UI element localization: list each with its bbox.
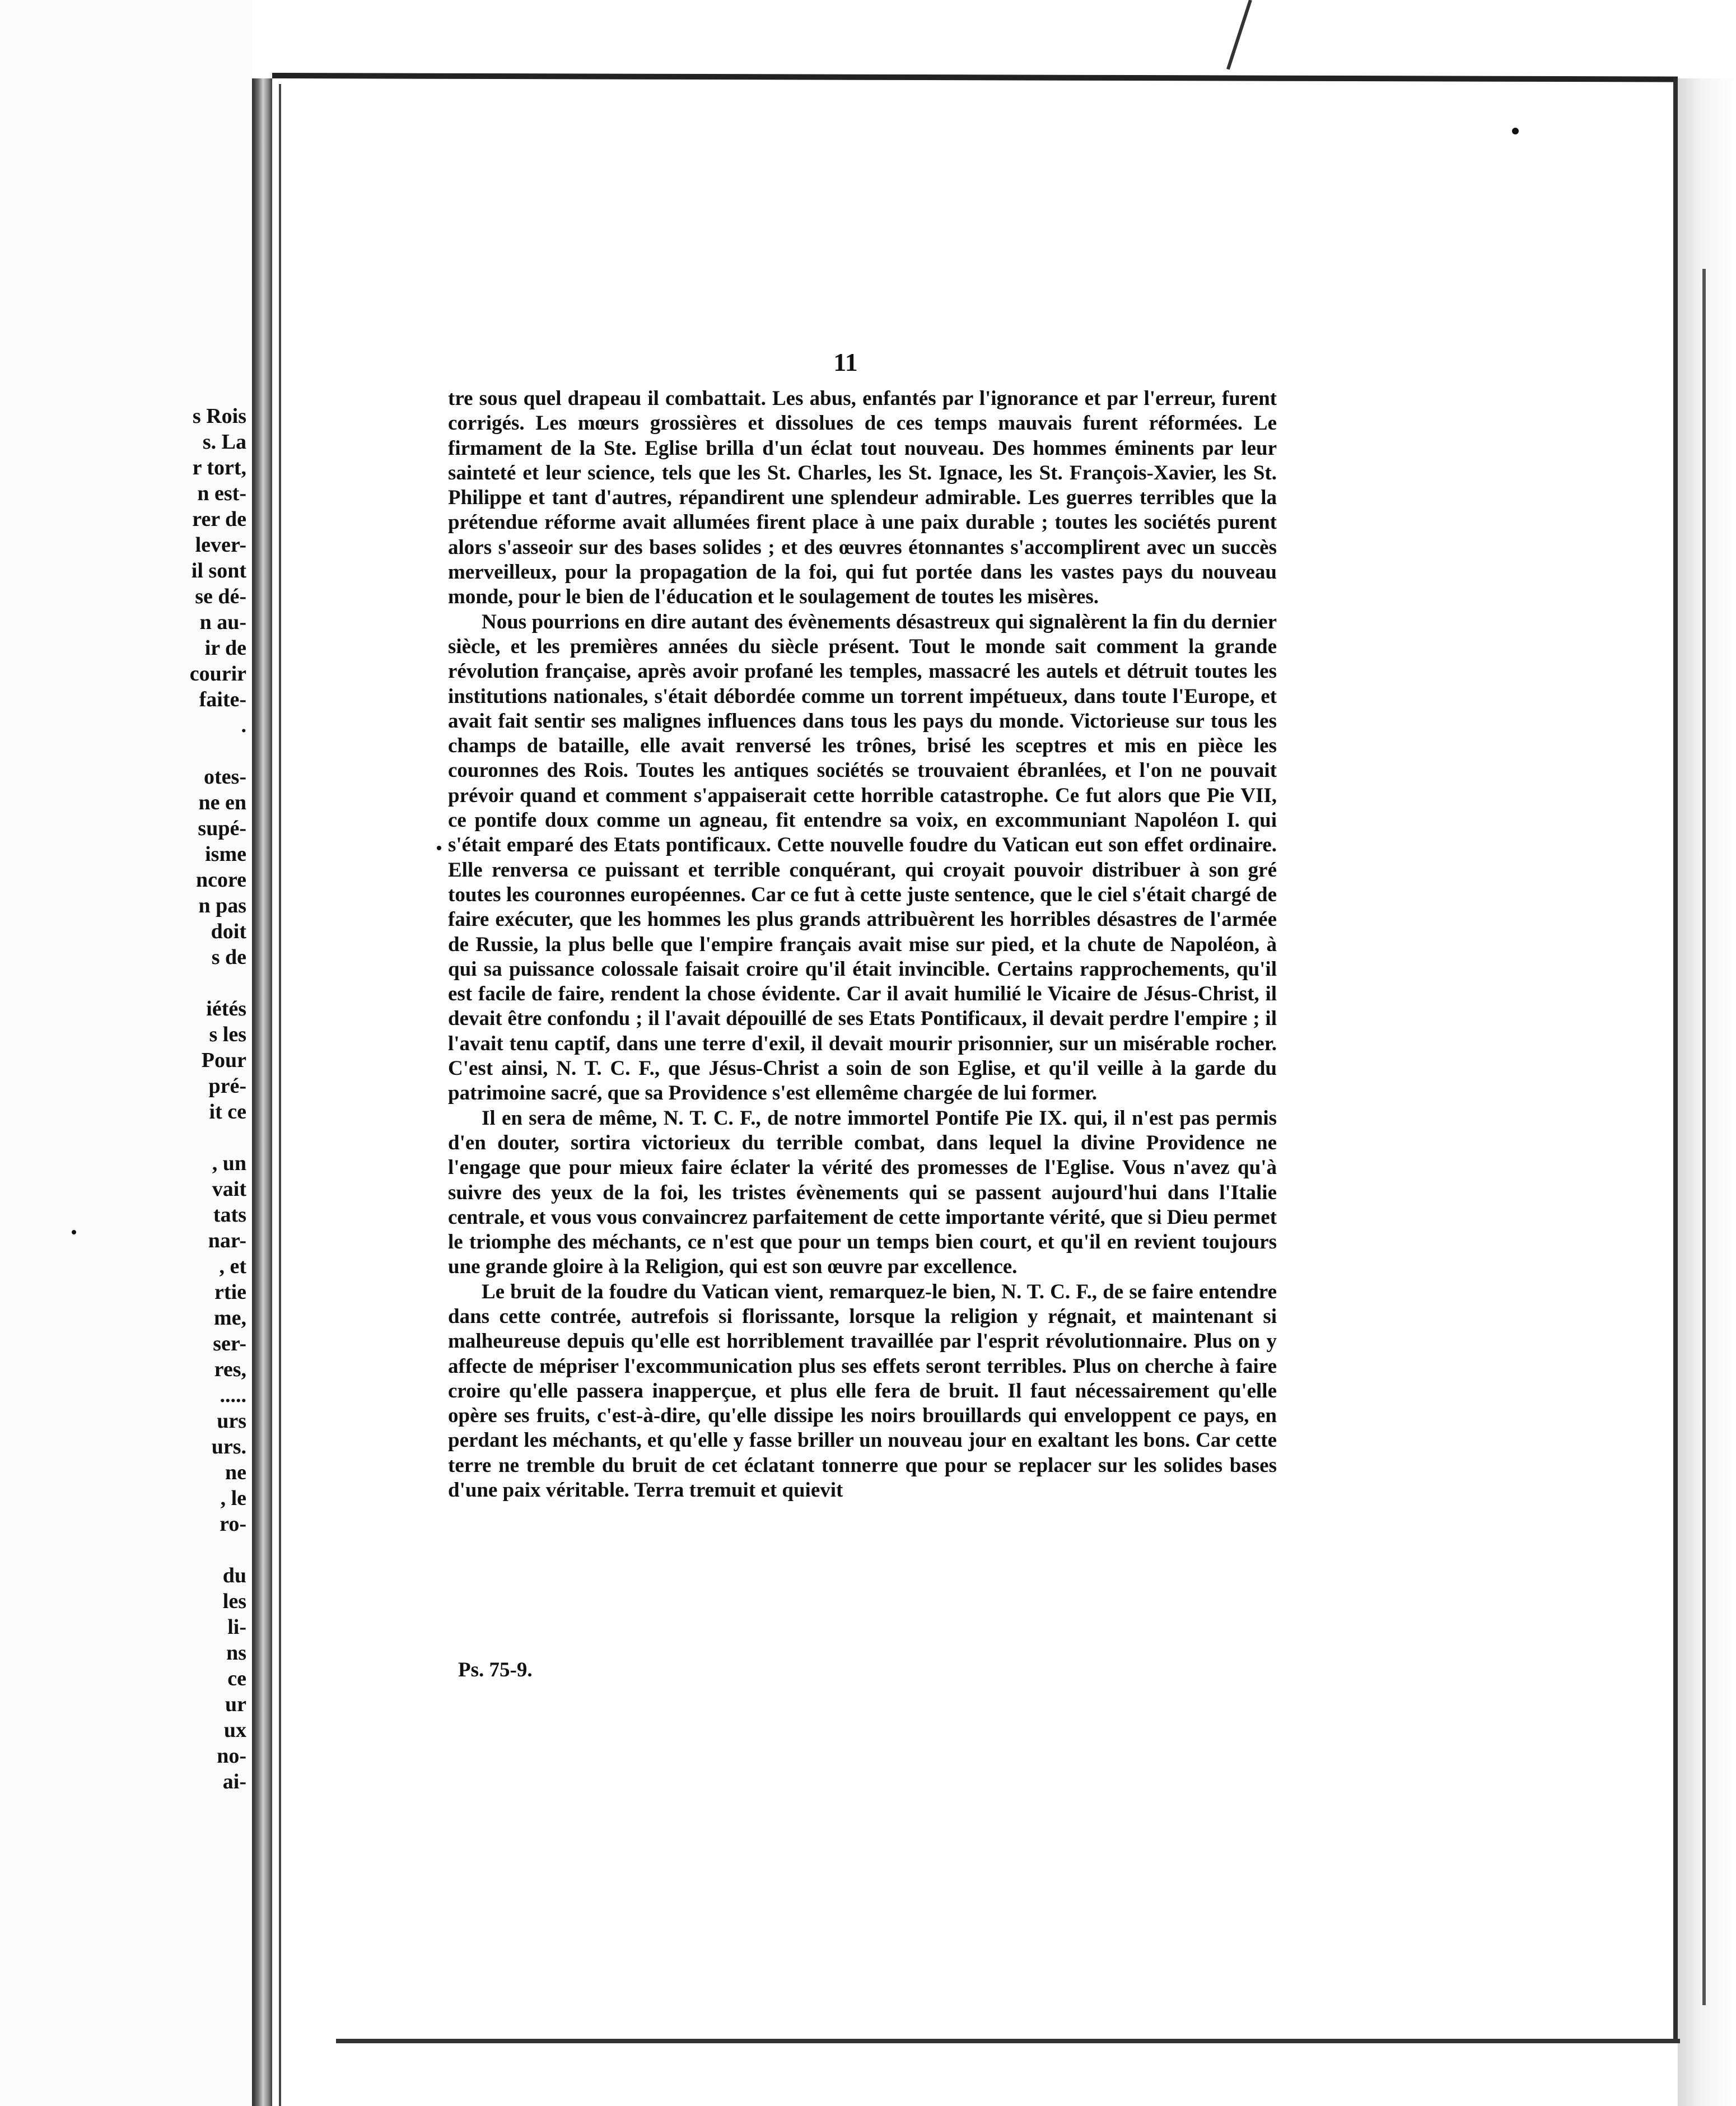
left-page-fragment-line: pré- xyxy=(208,1074,246,1098)
left-page-fragment-line: Pour xyxy=(201,1049,246,1072)
left-page-fragment-line: ai- xyxy=(222,1770,246,1793)
left-page-fragment-line xyxy=(11,1125,246,1150)
left-page-fragment-line: it ce xyxy=(209,1100,246,1124)
left-page-fragment-line xyxy=(11,970,246,996)
paragraph: Le bruit de la foudre du Vatican vient, remarquez-le bien, N. T. C. F., de se faire entendre dans cette contrée, autrefois si florissante, lorsque la religion y régnait, et maintenant si malheureuse depuis qu'elle est horriblement travaillée par l'esprit révolutionnaire. Plus on y affecte de mépriser l'excommunication plus ses effets seront terribles. Plus on cherche à faire croire qu'elle passera inapperçue, et plus elle fera de bruit. Il faut nécessairement qu'elle opère ses fruits, c'est-à-dire, qu'elle dissipe les noirs brouillards qui enveloppent ce pays, en perdant les méchants, et qu'elle y fasse briller un nouveau jour en exaltant les bons. Car cette terre ne tremble du bruit de cet éclatant tonnerre que pour se replacer sur les solides bases d'une paix véritable. Terra tremuit et quievit xyxy=(448,1280,1277,1502)
book-gutter xyxy=(252,78,272,2106)
left-page-fragment-line: me, xyxy=(213,1306,246,1330)
paragraph: Nous pourrions en dire autant des évènements désastreux qui signalèrent la fin du dernier siècle, et les premières années du siècle présent. Tout le monde sait comment la grande révolution française, après avoir profané les temples, massacré les autels et détruit toutes les institutions nationales, s'était débordée comme un torrent impétueux, dans toute l'Europe, et avait fait sentir ses malignes influences dans tous les pays du monde. Victorieuse sur tous les champs de bataille, elle avait renversé les trônes, brisé les sceptres et mis en pièce les couronnes des Rois. Toutes les antiques sociétés se trouvaient ébranlées, et l'on ne pouvait prévoir quand et comment s'appaiserait cette horrible catastrophe. Ce fut alors que Pie VII, ce pontife doux comme un agneau, fit entendre sa voix, en excommuniant Napoléon I. qui s'était emparé des Etats pontificaux. Cette nouvelle foudre du Vatican eut son effet ordinaire. Elle renversa ce puissant et terrible conquérant, qui croyait pouvoir distribuer à son gré toutes les couronnes européennes. Car ce fut à cette juste sentence, que le ciel s'était chargé de faire exécuter, que les hommes les plus grands attribuèrent les horribles désastres de l'armée de Russie, la plus belle que l'empire français avait mise sur pied, et la chute de Napoléon, à qui sa puissance colossale faisait croire qu'il était invincible. Certains rapprochements, qu'il est facile de faire, rendent la chose évidente. Car il avait humilié le Vicaire de Jésus-Christ, il devait être confondu ; il l'avait dépouillé de ses Etats Pontificaux, il devait perdre l'empire ; il l'avait tenu captif, dans une terre d'exil, il devait mourir prisonnier, sur un misérable rocher. C'est ainsi, N. T. C. F., que Jésus-Christ a soin de son Eglise, et qu'il veille à la garde du patrimoine sacré, que sa Providence s'est ellemême chargée de lui former. xyxy=(448,610,1277,1105)
page-right-edge-inner xyxy=(1702,269,1706,2005)
left-page-fragment-line: no- xyxy=(217,1744,246,1768)
left-page-fragment-line: n au- xyxy=(199,611,246,634)
page-top-edge xyxy=(272,73,1678,82)
left-page-fragment-line: ncore xyxy=(195,868,246,892)
left-page-fragment-line: isme xyxy=(205,842,246,866)
gutter-line xyxy=(279,84,281,2106)
left-page-fragment-line: ce xyxy=(227,1667,246,1690)
left-page-fragment-line: s les xyxy=(209,1023,246,1046)
page-bottom-edge xyxy=(336,2039,1680,2043)
left-page-fragment-line: rtie xyxy=(214,1280,246,1304)
left-page-fragment-line: urs xyxy=(217,1409,246,1433)
left-page-fragment-line: r tort, xyxy=(192,456,246,479)
left-page-fragment-line: courir xyxy=(189,662,246,686)
left-page-fragment-line: lever- xyxy=(195,533,246,557)
left-page-fragment-line: faite- xyxy=(199,688,246,711)
left-page-fragment-line: s de xyxy=(211,945,246,969)
body-text xyxy=(448,386,1277,1503)
left-page-fragment-line: iétés xyxy=(206,997,246,1021)
right-page-shadow xyxy=(1678,78,1736,2106)
page-right-edge xyxy=(1673,78,1678,2039)
left-page-fragment-line: ro- xyxy=(220,1512,246,1536)
left-page-fragment-line: , le xyxy=(220,1487,246,1510)
left-page-fragment-line: les xyxy=(222,1590,246,1613)
left-page-fragment-line: se dé- xyxy=(195,585,246,608)
left-page-fragment-line: ur xyxy=(225,1693,246,1716)
left-page-fragment-line: tats xyxy=(213,1203,246,1227)
scripture-reference: Ps. 75-9. xyxy=(458,1658,533,1681)
left-page-fragment-line: ne en xyxy=(198,791,246,814)
left-page-fragment-line: s Rois xyxy=(192,404,246,428)
left-page-fragment-line: otes- xyxy=(204,765,246,789)
left-page-fragment-line: doit xyxy=(211,920,246,943)
left-page-fragment-line: rer de xyxy=(192,507,246,531)
left-page-fragment-line: nar- xyxy=(208,1229,246,1252)
left-page-fragment-line: , un xyxy=(212,1152,246,1175)
left-page-fragment-line: du xyxy=(222,1564,246,1587)
scan-scratch xyxy=(1226,0,1252,70)
left-page-fragment-line xyxy=(11,1537,246,1563)
left-page-fragment-line: ser- xyxy=(213,1332,246,1355)
left-page-fragment-line: n est- xyxy=(197,482,246,505)
left-page-fragment-line xyxy=(11,738,246,764)
left-page-fragment-line: supé- xyxy=(198,817,246,840)
left-page-fragment-line: li- xyxy=(227,1615,246,1639)
left-page-fragment-line: ne xyxy=(225,1461,246,1484)
page-number: 11 xyxy=(833,348,858,376)
paragraph: tre sous quel drapeau il combattait. Les abus, enfantés par l'ignorance et par l'erreur, furent corrigés. Les mœurs grossières et dissolues de ces temps mauvais furent réformées. Le firmament de la Ste. Eglise brilla d'un éclat tout nouveau. Des hommes éminents par leur sainteté et leur science, tels que les St. Charles, les St. Ignace, les St. François-Xavier, les St. Philippe et tant d'autres, répandirent une splendeur admirable. Les guerres terribles que la prétendue réforme avait allumées firent place à une paix durable ; toutes les sociétés purent alors s'asseoir sur des bases solides ; et des œuvres étonnantes s'accomplirent avec un succès merveilleux, pour la propagation de la foi, qui fut portée dans les vastes pays du nouveau monde, pour le bien de l'éducation et le soulagement de toutes les misères. xyxy=(448,387,1277,609)
left-page-fragment-line: ir de xyxy=(204,636,246,660)
left-page-fragment-line: , et xyxy=(219,1255,246,1278)
speck xyxy=(1512,128,1519,134)
left-page-fragment-line: res, xyxy=(214,1358,246,1381)
left-page-fragment-line: ux xyxy=(223,1718,246,1742)
left-page-text-fragments xyxy=(11,403,246,1795)
paragraph: Il en sera de même, N. T. C. F., de notre immortel Pontife Pie IX. qui, il n'est pas permis d'en douter, sortira victorieux du terrible combat, dans lequel la divine Providence ne l'engage que pour mieux faire éclater la vérité des promesses de l'Eglise. Vous n'avez qu'à suivre des yeux de la foi, les tristes évènements qui se passent aujourd'hui dans l'Italie centrale, et vous vous convaincrez parfaitement de cette importante vérité, que si Dieu permet le triomphe des méchants, ce n'est que pour un temps bien court, et qu'il en revient toujours une grande gloire à la Religion, qui est son œuvre par excellence. xyxy=(448,1106,1277,1279)
left-page-fragment-line: ..... xyxy=(220,1383,246,1407)
speck xyxy=(437,846,441,850)
left-page-fragment-line: . xyxy=(241,714,246,737)
left-page-fragment-line: il sont xyxy=(191,559,246,583)
left-page-fragment-line: ns xyxy=(226,1641,246,1665)
speck xyxy=(72,1230,76,1234)
left-page-fragment-line: urs. xyxy=(211,1435,246,1459)
left-page-fragment-line: n pas xyxy=(198,894,246,917)
left-page-fragment-line: s. La xyxy=(202,430,246,454)
left-page-fragment-line: vait xyxy=(212,1177,246,1201)
